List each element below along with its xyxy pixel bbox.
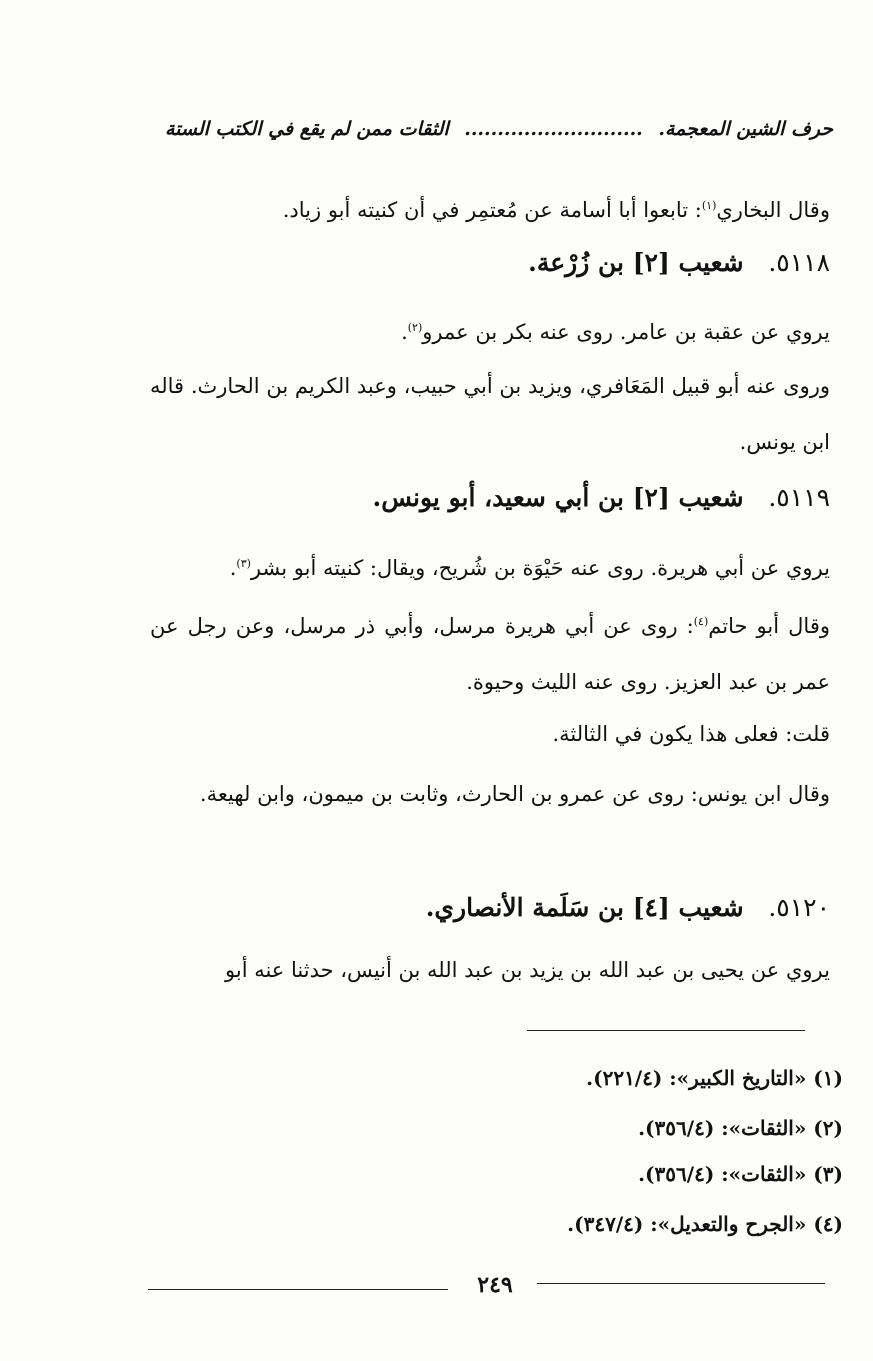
header-dots: ........................... bbox=[464, 118, 643, 140]
footnote-1: (١) «التاريخ الكبير»: (٢٢١/٤). bbox=[586, 1066, 843, 1090]
footnote-4: (٤) «الجرح والتعديل»: (٣٤٧/٤). bbox=[567, 1212, 843, 1236]
paragraph-abu-hatim: وقال أبو حاتم$^{(٤)}$: روى عن أبي هريرة مرسل، وأبي ذر مرسل، وعن رجل عن عمر بن عبد العزيز. روى عنه الليث وحيوة. bbox=[150, 614, 830, 694]
paragraph-author-note: قلت: فعلى هذا يكون في الثالثة. bbox=[552, 722, 830, 746]
footnote-ref-3: (٣) bbox=[236, 557, 251, 570]
footnote-3: (٣) «الثقات»: (٣٥٦/٤). bbox=[638, 1162, 843, 1186]
paragraph-5118-narration: يروي عن عقبة بن عامر. روى عنه بكر بن عمرو$^{(٢)}$. bbox=[401, 320, 830, 344]
paragraph-5120-narration: يروي عن يحيى بن عبد الله بن يزيد بن عبد الله بن أنيس، حدثنا عنه أبو bbox=[225, 958, 830, 982]
entry-heading-5119 bbox=[140, 478, 830, 518]
page-number: ٢٤٩ bbox=[477, 1272, 513, 1298]
entry-heading-5118 bbox=[140, 243, 830, 283]
footnote-2: (٢) «الثقات»: (٣٥٦/٤). bbox=[638, 1116, 843, 1140]
entry-title: شعيب [٢] بن أبي سعيد، أبو يونس. bbox=[372, 483, 744, 512]
footnote-ref-2: (٢) bbox=[407, 321, 423, 334]
entry-number: ٥١١٨. bbox=[768, 248, 830, 277]
entry-title: شعيب [٢] بن زُرْعة. bbox=[528, 248, 744, 277]
paragraph-bukhari: وقال البخاري$^{(١)}$: تابعوا أبا أسامة عن مُعتمِر في أن كنيته أبو زياد. bbox=[282, 198, 830, 222]
header-book-title: الثقات ممن لم يقع في الكتب الستة bbox=[165, 118, 449, 140]
entry-heading-5120 bbox=[140, 888, 830, 928]
footer-rule bbox=[148, 1289, 448, 1290]
paragraph-5119-narration: يروي عن أبي هريرة. روى عنه حَيْوَة بن شُريح، ويقال: كنيته أبو بشر$^{(٣)}$. bbox=[229, 556, 830, 580]
paragraph-5118-more: وروى عنه أبو قبيل المَعَافري، ويزيد بن أبي حبيب، وعبد الكريم بن الحارث. قاله ابن يونس. bbox=[150, 374, 830, 454]
entry-number: ٥١١٩. bbox=[768, 483, 830, 512]
footnote-ref-1: (١) bbox=[701, 199, 717, 212]
footnote-ref-4: (٤) bbox=[693, 615, 709, 628]
footnote-separator bbox=[527, 1030, 805, 1031]
header-chapter: حرف الشين المعجمة. bbox=[658, 118, 833, 140]
entry-number: ٥١٢٠. bbox=[768, 893, 830, 922]
running-header bbox=[165, 118, 833, 140]
paragraph-ibn-yunus: وقال ابن يونس: روى عن عمرو بن الحارث، وثابت بن ميمون، وابن لهيعة. bbox=[199, 782, 830, 806]
entry-title: شعيب [٤] بن سَلَمة الأنصاري. bbox=[425, 893, 744, 922]
footer-rule bbox=[537, 1283, 825, 1284]
